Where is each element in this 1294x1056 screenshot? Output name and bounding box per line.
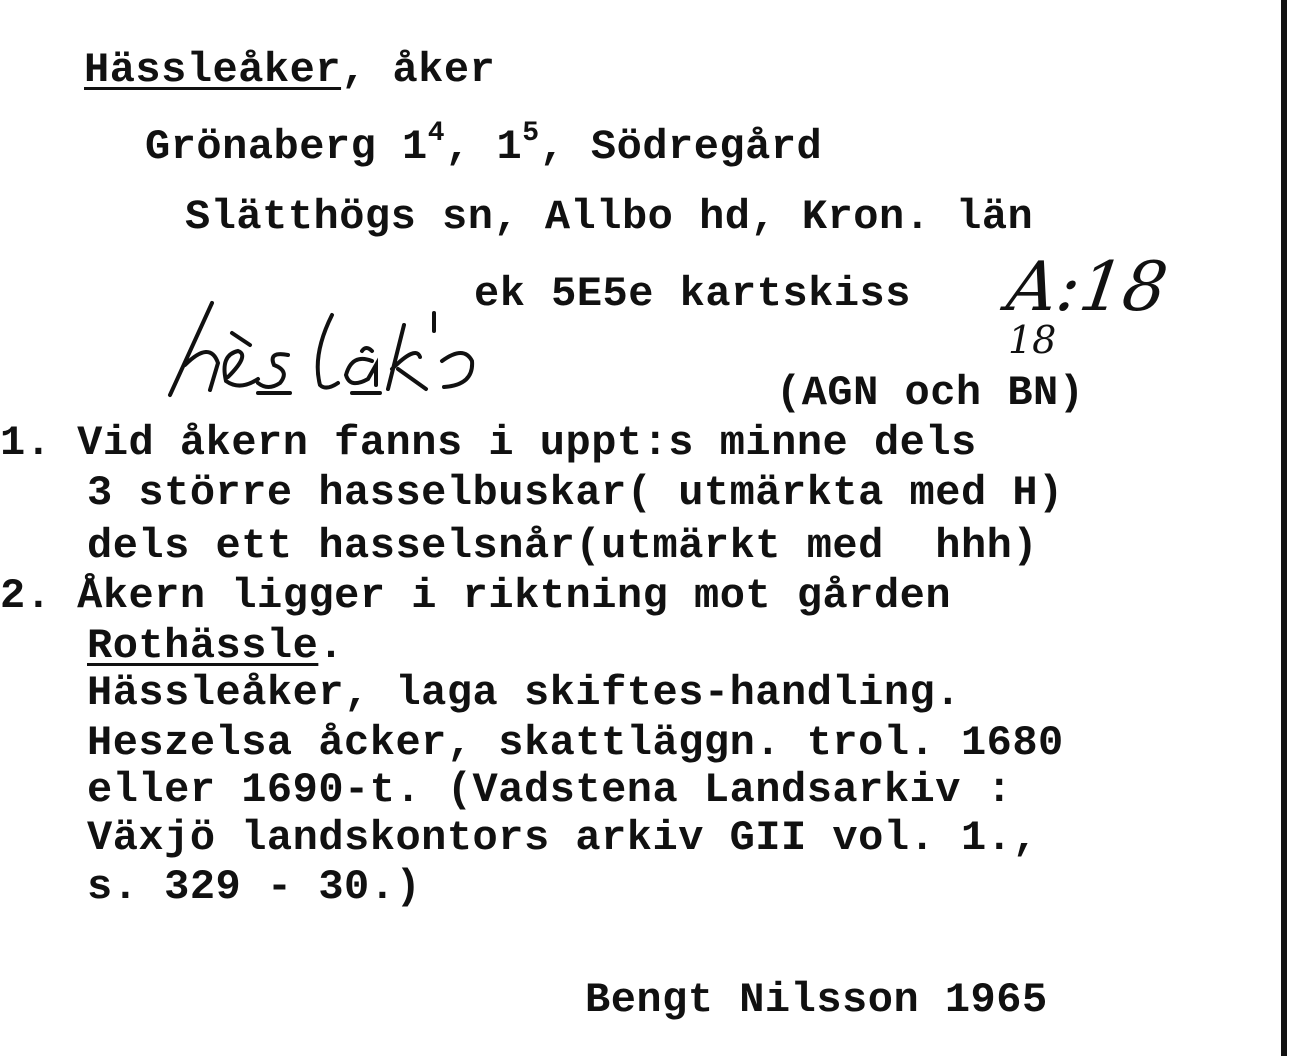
- farm-name-period: .: [318, 622, 345, 670]
- location-prefix: Grönaberg 1: [145, 123, 428, 171]
- headword-line: [84, 45, 495, 95]
- headword: Hässleåker: [84, 46, 342, 94]
- filing-code: A:18: [1002, 248, 1173, 327]
- farm-name: Rothässle: [87, 622, 319, 670]
- location-mid: , 1: [445, 123, 523, 171]
- filing-subcode: 18: [1008, 318, 1057, 362]
- note-line-1: 1. Vid åkern fanns i uppt:s minne dels: [0, 419, 977, 467]
- note-line-3: dels ett hasselsnår(utmärkt med hhh): [87, 522, 1039, 570]
- superscript-2: 5: [522, 118, 540, 149]
- map-reference: ek 5E5e kartskiss: [474, 270, 911, 318]
- note-line-4: 2. Åkern ligger i riktning mot gården: [0, 572, 952, 620]
- location-suffix: , Södregård: [539, 123, 823, 171]
- card-edge: [1281, 0, 1287, 1056]
- superscript-1: 4: [427, 118, 446, 149]
- farm-name-line: [87, 621, 344, 671]
- record-line-3: eller 1690-t. (Vadstena Landsarkiv :: [87, 766, 1013, 814]
- record-line-4: Växjö landskontors arkiv GII vol. 1.,: [87, 814, 1039, 862]
- note-line-2: 3 större hasselbuskar( utmärkta med H): [87, 469, 1064, 517]
- handwritten-pronunciation: [140, 285, 590, 400]
- signature: Bengt Nilsson 1965: [585, 976, 1048, 1024]
- source-tag: (AGN och BN): [776, 369, 1085, 417]
- record-line-5: s. 329 - 30.): [87, 863, 422, 911]
- record-line-1: Hässleåker, laga skiftes-handling.: [87, 669, 961, 717]
- parish-line: Slätthögs sn, Allbo hd, Kron. län: [185, 193, 1034, 241]
- record-line-2: Heszelsa åcker, skattläggn. trol. 1680: [87, 719, 1064, 767]
- headword-type: , åker: [341, 46, 496, 94]
- location-line: [145, 118, 823, 172]
